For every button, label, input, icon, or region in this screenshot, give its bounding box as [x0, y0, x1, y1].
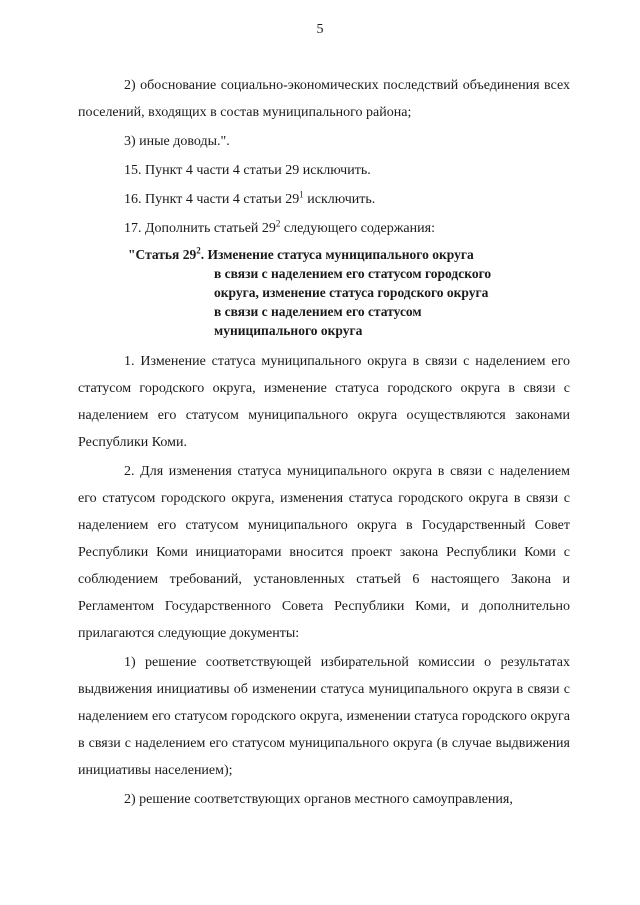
item-17-tail: следующего содержания: [280, 221, 435, 236]
article-heading-line-4: в связи с наделением его статусом [214, 304, 422, 319]
item-16-tail: исключить. [303, 192, 376, 207]
article-paragraph-1: 1. Изменение статуса муниципального округа в связи с наделением его статусом городского округа, изменение статуса городского округа в связи с наделением его статусом муниципального округа осуществляются законами Республики Коми. [78, 354, 570, 450]
item-15-text: 15. Пункт 4 части 4 статьи 29 исключить. [124, 163, 371, 178]
item-2-justification: 2) обоснование социально-экономических последствий объединения всех поселений, входящих в состав муниципального района; [78, 78, 570, 120]
spacer [78, 340, 570, 348]
article-subitem-1: 1) решение соответствующей избирательной комиссии о результатах выдвижения инициативы об изменении статуса муниципального округа в связи с наделением его статусом городского округа, изменении статуса городского округа в связи с наделением его статусом муниципального округа (в случае выдвижения инициативы населением); [78, 655, 570, 778]
article-heading-line-5: муниципального округа [214, 323, 363, 338]
item-16-superscript: 1 [299, 189, 304, 200]
article-title-start: "Статья 29 [128, 247, 197, 262]
item-17-text: 17. Дополнить статьей 29 [124, 221, 276, 236]
item-16-text: 16. Пункт 4 части 4 статьи 29 [124, 192, 300, 207]
document-body [78, 72, 570, 813]
article-title-rest: . Изменение статуса муниципального округа [200, 247, 474, 262]
item-15 [78, 157, 570, 184]
article-subitem-2: 2) решение соответствующих органов местного самоуправления, [124, 792, 513, 807]
article-heading [78, 245, 570, 340]
item-17-superscript: 2 [275, 218, 281, 229]
item-16 [78, 186, 570, 213]
article-heading-line-2: в связи с наделением его статусом городского [214, 266, 492, 281]
article-title-superscript: 2 [196, 245, 201, 256]
page-number: 5 [316, 22, 324, 37]
item-3-other-arguments: 3) иные доводы.". [124, 134, 230, 149]
article-heading-line-3: округа, изменение статуса городского округа [214, 285, 489, 300]
article-heading-line-1 [78, 245, 570, 264]
article-paragraph-2: 2. Для изменения статуса муниципального округа в связи с наделением его статусом городского округа, изменения статуса городского округа в связи с наделением его статусом муниципального округа в Государственный Совет Республики Коми инициаторами вносится проект закона Республики Коми с соблюдением требований, установленных статьей 6 настоящего Закона и Регламентом Государственного Совета Республики Коми, и дополнительно прилагаются следующие документы: [78, 464, 570, 641]
item-17 [78, 215, 570, 242]
